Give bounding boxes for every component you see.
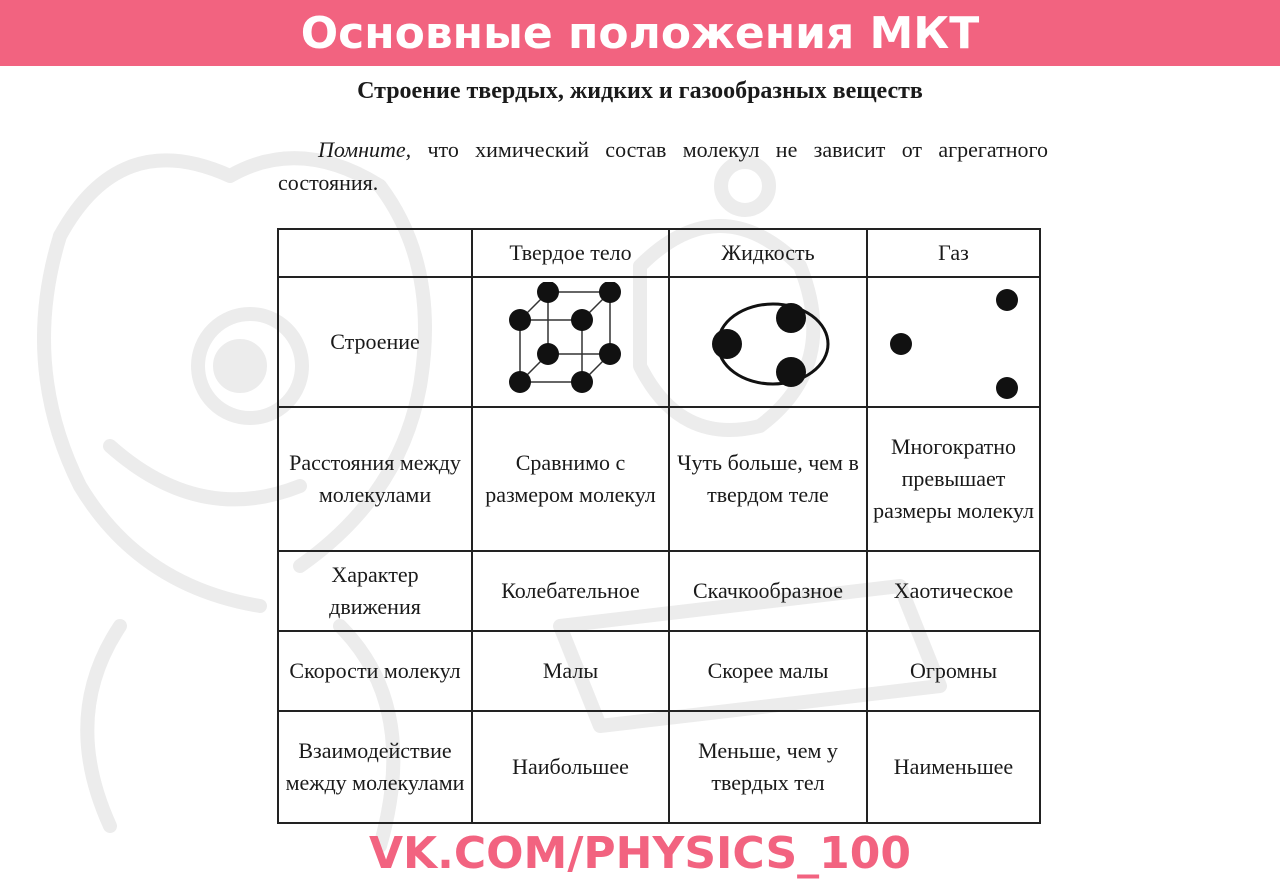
row-label-structure: Строение	[278, 277, 472, 407]
header-solid: Твердое тело	[472, 229, 669, 277]
solid-interaction: Наибольшее	[472, 711, 669, 823]
section-subtitle: Строение твердых, жидких и газообразных веществ	[357, 78, 923, 104]
cubic-lattice-diagram-icon	[506, 282, 636, 402]
liquid-molecules-diagram-icon	[703, 292, 833, 392]
solid-speed: Малы	[472, 631, 669, 711]
row-label-interaction: Взаимодействие между молекулами	[278, 711, 472, 823]
row-label-distance: Расстояния между молекулами	[278, 407, 472, 551]
header-gas: Газ	[867, 229, 1040, 277]
gas-interaction: Наименьшее	[867, 711, 1040, 823]
liquid-motion: Скачкообразное	[669, 551, 867, 631]
table-row-distance	[278, 407, 1040, 551]
gas-structure-cell	[867, 277, 1040, 407]
solid-distance: Сравнимо с размером молекул	[472, 407, 669, 551]
liquid-interaction: Меньше, чем у твердых тел	[669, 711, 867, 823]
gas-motion: Хаотическое	[867, 551, 1040, 631]
banner-title: Основные положения МКТ	[300, 7, 980, 59]
header-liquid: Жидкость	[669, 229, 867, 277]
table-header-row	[278, 229, 1040, 277]
table-row-interaction	[278, 711, 1040, 823]
table-row-motion	[278, 551, 1040, 631]
vk-link[interactable]: VK.COM/PHYSICS_100	[368, 828, 912, 879]
gas-molecules-diagram-icon	[879, 282, 1029, 402]
page-banner	[0, 0, 1280, 66]
solid-motion: Колебательное	[472, 551, 669, 631]
gas-distance: Многократно превышает размеры молекул	[867, 407, 1040, 551]
table-row-structure	[278, 277, 1040, 407]
reminder-text: что химический состав молекул не зависит от агрегатного состояния.	[278, 137, 1048, 195]
states-of-matter-table	[277, 228, 1041, 824]
liquid-distance: Чуть больше, чем в твердом теле	[669, 407, 867, 551]
solid-structure-cell	[472, 277, 669, 407]
liquid-structure-cell	[669, 277, 867, 407]
liquid-speed: Скорее малы	[669, 631, 867, 711]
gas-speed: Огромны	[867, 631, 1040, 711]
table-row-speed	[278, 631, 1040, 711]
reminder-emphasis: Помните,	[318, 137, 412, 162]
row-label-speed: Скорости молекул	[278, 631, 472, 711]
header-empty-cell	[278, 229, 472, 277]
row-label-motion: Характер движения	[278, 551, 472, 631]
reminder-paragraph	[278, 133, 1048, 199]
